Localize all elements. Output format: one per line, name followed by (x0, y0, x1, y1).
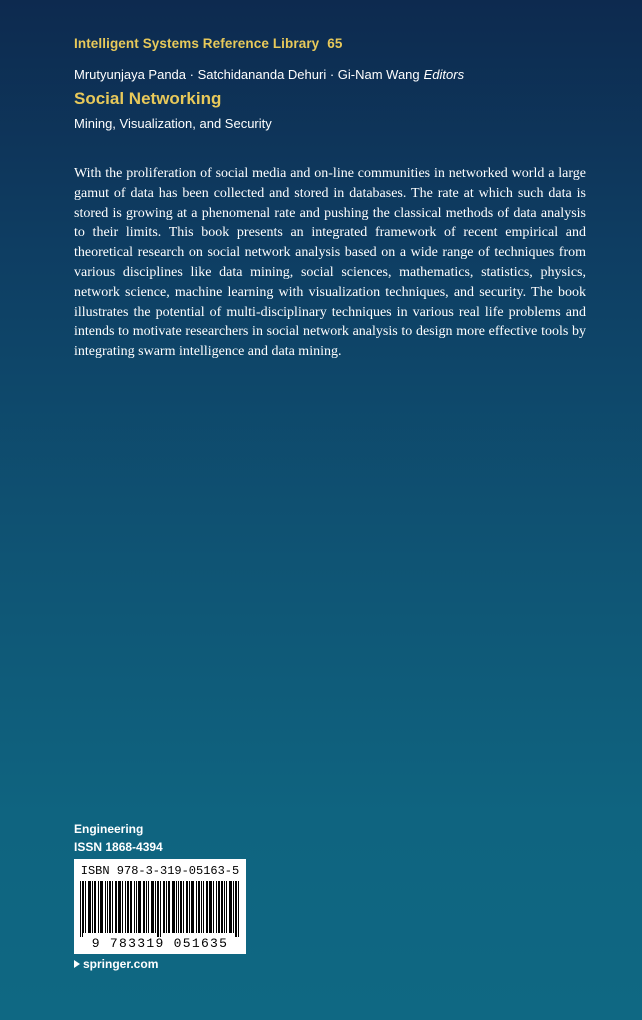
series-volume: 65 (327, 36, 343, 51)
isbn-barcode (74, 859, 246, 954)
book-title: Social Networking (74, 89, 222, 108)
book-blurb: With the proliferation of social media and on-line communities in networked world a large gamut of data has been collected and stored in databases. The rate at which such data is stored is growing at a phenomenal rate and pushing the classical methods of data analysis to their limits. This book presents an integrated framework of recent empirical and theoretical research on social network analysis based on a wide range of techniques from various disciplines like data mining, social sciences, mathematics, statistics, physics, network science, machine learning with visualization techniques, and security. The book illustrates the potential of multi-disciplinary techniques in various real life problems and intends to motivate researchers in social network analysis to design more effective tools by integrating swarm intelligence and data mining. (74, 166, 586, 360)
publisher-website-link[interactable] (74, 957, 158, 971)
barcode-bars (80, 881, 240, 937)
subject-category: Engineering (74, 822, 144, 836)
series-line (74, 36, 343, 51)
website-text: springer.com (83, 957, 159, 971)
editors-role: Editors (423, 67, 465, 82)
series-name: Intelligent Systems Reference Library (74, 36, 320, 51)
arrow-right-icon (74, 960, 80, 968)
issn-number: ISSN 1868-4394 (74, 840, 163, 854)
book-subtitle: Mining, Visualization, and Security (74, 116, 272, 131)
ean-digits: 9 783319 051635 (91, 936, 229, 951)
isbn-label: ISBN 978-3-319-05163-5 (80, 864, 240, 878)
editor-names: Mrutyunjaya Panda · Satchidananda Dehuri · Gi-Nam Wang (74, 67, 420, 82)
editors-line (74, 67, 464, 82)
